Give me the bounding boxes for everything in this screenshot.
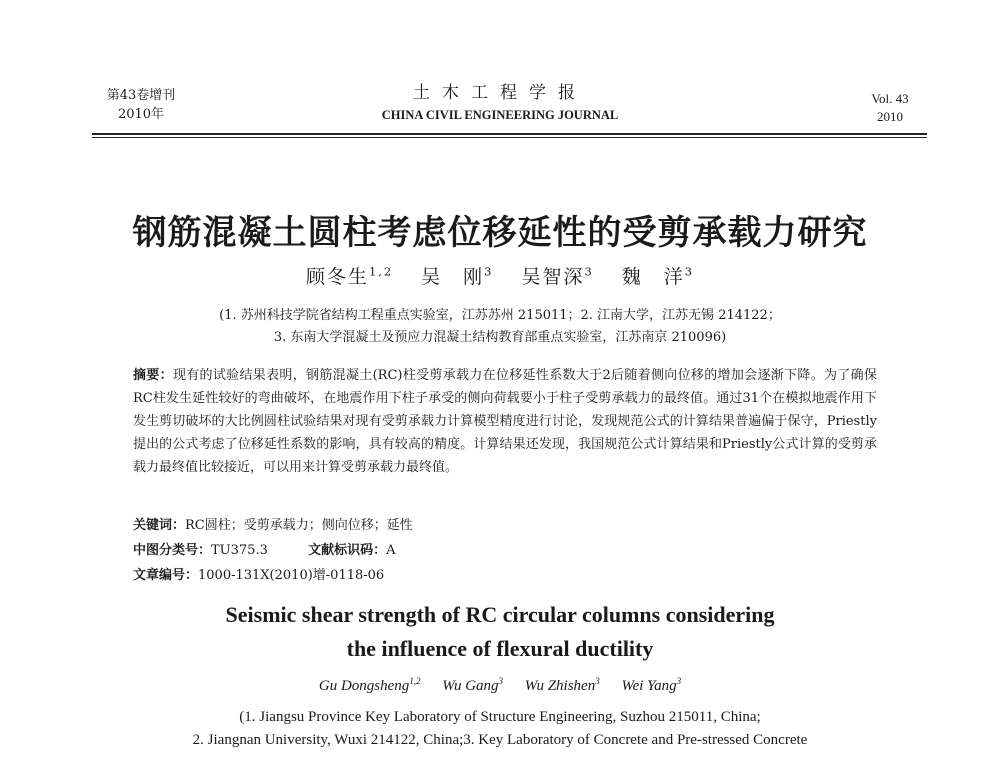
affiliation-line: (1. 苏州科技学院省结构工程重点实验室，江苏苏州 215011；2. 江南大学，江苏无锡 214122；	[219, 308, 781, 323]
volume-issue: 第43卷增刊	[106, 88, 176, 103]
authors-en	[0, 676, 1000, 695]
title-en-line: Seismic shear strength of RC circular columns considering	[225, 602, 775, 627]
abstract	[133, 364, 877, 479]
keywords-text: RC圆柱；受剪承载力；侧向位移；延性	[185, 518, 413, 533]
affiliation-line: 3. 东南大学混凝土及预应力混凝土结构教育部重点实验室，江苏南京 210096)	[273, 330, 727, 345]
article-number-text: 1000-131X(2010)增-0118-06	[198, 568, 385, 583]
article-number-label: 文章编号：	[133, 568, 199, 583]
title-en-line: the influence of flexural ductility	[346, 636, 654, 661]
keywords-label: 关键词：	[133, 518, 186, 533]
doc-code-label: 文献标识码：	[308, 543, 387, 558]
header-rule-thick	[92, 133, 927, 135]
year-en: 2010	[877, 109, 903, 124]
abstract-text: 现有的试验结果表明，钢筋混凝土(RC)柱受剪承载力在位移延性系数大于2后随着侧向位移的增加会逐渐下降。为了确保RC柱发生延性较好的弯曲破坏，在地震作用下柱子承受的侧向荷载要小于柱子受剪承载力的最终值。通过31个在模拟地震作用下发生剪切破坏的大比例圆柱试验结果对现有受剪承载力计算模型精度进行讨论，发现规范公式的计算结果普遍偏于保守，Priestly提出的公式考虑了位移延性系数的影响，具有较高的精度。计算结果还发现，我国规范公式计算结果和Priestly公式计算的受剪承载力最终值比较接近，可以用来计算受剪承载力最终值。	[133, 368, 877, 475]
author-cn: 吴 刚$^3$	[421, 264, 494, 288]
paper-title-en	[0, 598, 1000, 666]
author-cn: 魏 洋$^3$	[621, 264, 695, 288]
clc-text: TU375.3	[211, 543, 268, 558]
affiliation-en-line: 2. Jiangnan University, Wuxi 214122, China;3. Key Laboratory of Concrete and Pre-stressed Concrete	[192, 732, 808, 748]
volume-en: Vol. 43	[871, 91, 909, 106]
affiliation-en-line: (1. Jiangsu Province Key Laboratory of Structure Engineering, Suzhou 215011, China;	[239, 709, 761, 725]
volume-info-en	[862, 90, 918, 126]
authors-cn	[0, 262, 1000, 289]
year-cn: 2010年	[117, 107, 165, 122]
author-en: Gu Dongsheng$^{1,2}$	[318, 676, 421, 694]
journal-name-en: CHINA CIVIL ENGINEERING JOURNAL	[381, 108, 619, 122]
volume-info	[96, 86, 186, 124]
clc-label: 中图分类号：	[133, 543, 212, 558]
author-en: Wu Zhishen$^3$	[524, 676, 600, 694]
affiliations-en	[0, 706, 1000, 752]
article-number	[133, 566, 384, 586]
doc-code-text: A	[386, 543, 396, 558]
keywords	[133, 516, 413, 536]
author-cn: 顾冬生$^{1,2}$	[305, 264, 394, 288]
classification	[133, 541, 396, 561]
affiliations-cn	[0, 305, 1000, 349]
paper-title-cn: 钢筋混凝土圆柱考虑位移延性的受剪承载力研究	[132, 213, 868, 253]
author-en: Wei Yang$^3$	[621, 676, 682, 694]
journal-name-cn: 土木工程学报	[413, 83, 587, 103]
abstract-label: 摘要：	[133, 368, 173, 383]
header-rule-thin	[92, 137, 927, 138]
author-en: Wu Gang$^3$	[442, 676, 504, 694]
author-cn: 吴智深$^3$	[521, 264, 594, 288]
journal-header	[300, 82, 700, 124]
